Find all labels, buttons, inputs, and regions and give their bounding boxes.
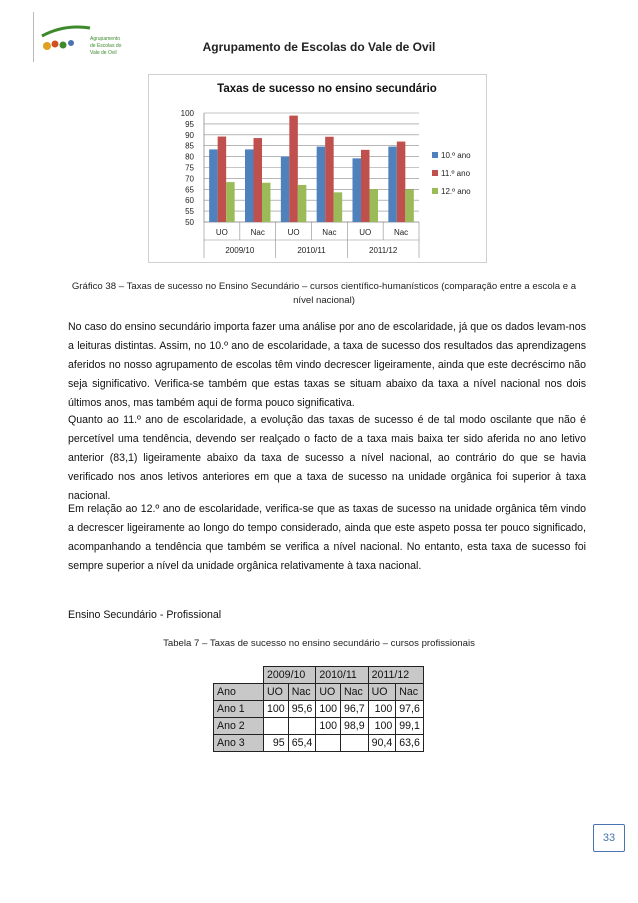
table-subheader: Nac [288,684,316,701]
bar [317,147,326,222]
bar [226,182,235,222]
table-subheader: UO [316,684,341,701]
y-tick-label: 65 [185,185,194,195]
legend-label: 11.º ano [441,169,471,178]
x-tick-label: UO [215,228,228,237]
bar [262,183,271,222]
table-year-header: 2009/10 [264,667,316,684]
table-row [214,718,424,735]
bar [254,138,263,222]
legend-label: 10.º ano [441,151,471,160]
header-title: Agrupamento de Escolas do Vale de Ovil [202,40,436,54]
y-tick-label: 85 [185,141,194,151]
section-title: Ensino Secundário - Profissional [68,609,222,621]
table-year-row [214,667,424,684]
header-rule [33,12,34,62]
bar [334,192,343,222]
table-cell: 63,6 [396,735,424,752]
y-tick-label: 55 [185,207,194,217]
x-group-label: 2009/10 [225,246,255,255]
table-caption: Tabela 7 – Taxas de sucesso no ensino secundário – cursos profissionais [163,638,475,649]
bar [281,157,290,222]
paragraph-11-ano: Quanto ao 11.º ano de escolaridade, a evolução das taxas de sucesso é de tal modo oscilante que não é percetível uma tendência, devendo ser realçado o facto de a taxa mais baixa ter sido aferida no ano letivo anterior (83,1) ligeiramente abaixo da taxa de sucesso a nível nacional, ao contrário do que se havia verificado nos anos letivos anteriores em que a taxa de sucesso na unidade orgânica foi superior à taxa nacional. [68,414,586,503]
table-subheader: UO [368,684,396,701]
legend-label: 12.º ano [441,187,471,196]
table-cell: 100 [368,718,396,735]
table-cell: 100 [368,701,396,718]
table-cell: 99,1 [396,718,424,735]
table-row [214,701,424,718]
paragraph-12-ano: Em relação ao 12.º ano de escolaridade, verifica-se que as taxas de sucesso na unidade orgânica têm vindo a decrescer ligeiramente ao longo do tempo considerado, ainda que este aspeto possa ter pouco significado, acompanhando a tendência que também se verifica a nível nacional. No entanto, esta taxa de sucesso foi sempre superior a nível da unidade orgânica relativamente à taxa nacional. [68,503,586,573]
table-year-header: 2011/12 [368,667,423,684]
table-cell [316,735,341,752]
table-cell: 95 [264,735,289,752]
table-subheader: UO [264,684,289,701]
y-tick-label: 60 [185,196,194,206]
x-tick-label: UO [287,228,300,237]
table-row-label: Ano 1 [214,701,264,718]
table-corner [214,667,264,684]
table-subheader-row [214,684,424,701]
bar [209,149,218,222]
y-tick-label: 50 [185,218,194,227]
x-tick-label: UO [359,228,372,237]
bar [353,158,362,222]
table-row [214,735,424,752]
bar [289,116,298,222]
legend-swatch [432,188,438,194]
logo-line-3: Vale de Ovil [90,50,117,56]
table-cell: 98,9 [341,718,369,735]
bar [405,190,414,222]
bar [397,142,406,222]
legend-swatch [432,152,438,158]
bar [325,137,334,222]
y-tick-label: 90 [185,130,194,140]
logo-line-2: de Escolas do [90,43,122,49]
table-subheader: Nac [396,684,424,701]
x-tick-label: Nac [322,228,337,237]
paragraph-10-ano: No caso do ensino secundário importa fazer uma análise por ano de escolaridade, já que os dados levam-nos a leituras distintas. Assim, no 10.º ano de escolaridade, a taxa de sucesso dos resultados das aprendizagens aferidos no nosso agrupamento de escolas têm vindo decrescer ligeiramente, ainda que este decréscimo não seja significativo. Verifica-se também que estas taxas se situam abaixo da taxa a nível nacional nos dois últimos anos, mas também aqui de forma pouco significativa. [68,321,586,410]
table-year-header: 2010/11 [316,667,368,684]
table-row-label: Ano 2 [214,718,264,735]
table-subheader: Nac [341,684,369,701]
x-tick-label: Nac [250,228,265,237]
professional-success-table [213,666,424,752]
table-cell [264,718,289,735]
table-cell: 100 [316,701,341,718]
bar [361,150,370,222]
figure-caption: Gráfico 38 – Taxas de sucesso no Ensino Secundário – cursos científico-humanísticos (comparação entre a escola e a nível nacional) [71,281,577,306]
y-tick-label: 70 [185,174,194,184]
table-cell [288,718,316,735]
table-cell: 65,4 [288,735,316,752]
table-cell: 90,4 [368,735,396,752]
x-tick-label: Nac [393,228,409,237]
y-tick-label: 95 [185,119,194,129]
chart-title: Taxas de sucesso no ensino secundário [217,83,437,95]
bar [218,137,227,222]
logo-line-1: Agrupamento [90,36,121,42]
table-cell [341,735,369,752]
bar [388,147,397,222]
x-group-label: 2011/12 [369,246,398,255]
bar [298,185,307,222]
y-tick-label: 100 [180,109,194,118]
table-cell: 95,6 [288,701,316,718]
table-cell: 97,6 [396,701,424,718]
bar [245,149,254,222]
table-row-label: Ano 3 [214,735,264,752]
page-number: 33 [593,824,625,852]
legend-swatch [432,170,438,176]
success-rate-chart [148,74,487,263]
table-cell: 100 [264,701,289,718]
y-tick-label: 75 [185,163,194,173]
table-row-header: Ano [214,684,264,701]
y-tick-label: 80 [185,152,194,162]
x-group-label: 2010/11 [297,246,326,255]
table-cell: 96,7 [341,701,369,718]
table-cell: 100 [316,718,341,735]
bar [370,189,379,222]
